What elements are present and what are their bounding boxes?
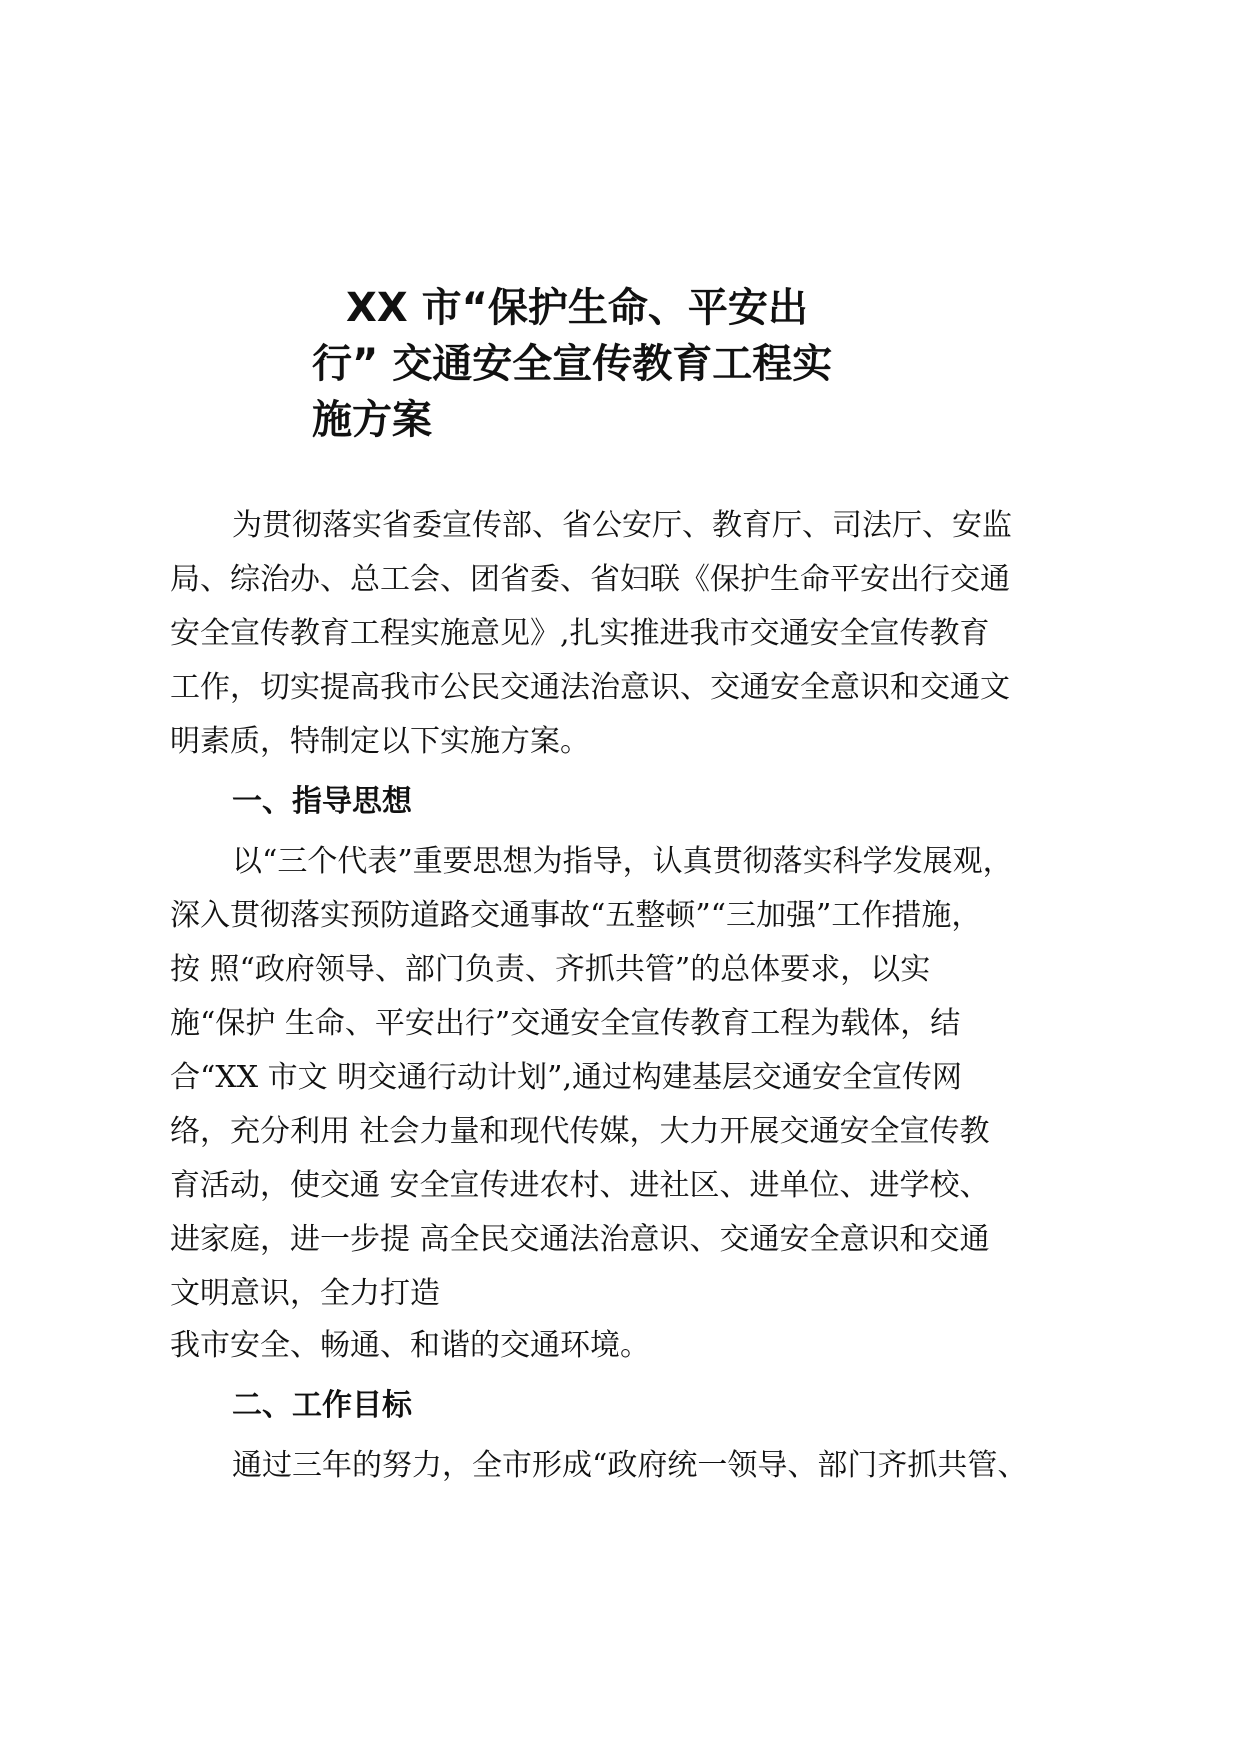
intro-line-1: 为贯彻落实省委宣传部、省公安厅、教育厅、司法厅、安监 [232, 508, 1012, 543]
document-title-line-3: 施方案 [312, 397, 432, 443]
intro-line-5: 明素质，特制定以下实施方案。 [170, 724, 590, 759]
section1-line-10: 我市安全、畅通、和谐的交通环境。 [170, 1328, 650, 1363]
section1-line-7: 育活动，使交通 安全宣传进农村、进社区、进单位、进学校、 [170, 1168, 990, 1203]
intro-line-3: 安全宣传教育工程实施意见》,扎实推进我市交通安全宣传教育 [170, 616, 990, 651]
section2-line-1: 通过三年的努力，全市形成“政府统一领导、部门齐抓共管、 [232, 1448, 1028, 1483]
intro-line-2: 局、综治办、总工会、团省委、省妇联《保护生命平安出行交通 [170, 562, 1010, 597]
section1-line-2: 深入贯彻落实预防道路交通事故“五整顿”“三加强”工作措施， [170, 898, 982, 933]
document-title-line-1: XX 市“保护生命、平安出 [346, 285, 808, 331]
section-heading-guiding-thought: 一、指导思想 [232, 784, 412, 819]
section1-line-5: 合“XX 市文 明交通行动计划”,通过构建基层交通安全宣传网 [170, 1060, 962, 1095]
section1-line-3: 按 照“政府领导、部门负责、齐抓共管”的总体要求，以实 [170, 952, 931, 987]
section1-line-6: 络，充分利用 社会力量和现代传媒，大力开展交通安全宣传教 [170, 1114, 990, 1149]
section-heading-work-goals: 二、工作目标 [232, 1388, 412, 1423]
section1-line-1: 以“三个代表”重要思想为指导，认真贯彻落实科学发展观， [232, 844, 1013, 879]
section1-line-9: 文明意识，全力打造 [170, 1276, 440, 1311]
section1-line-4: 施“保护 生命、平安出行”交通安全宣传教育工程为载体，结 [170, 1006, 961, 1041]
document-title-line-2: 行” 交通安全宣传教育工程实 [312, 341, 833, 387]
section1-line-8: 进家庭，进一步提 高全民交通法治意识、交通安全意识和交通 [170, 1222, 990, 1257]
intro-line-4: 工作，切实提高我市公民交通法治意识、交通安全意识和交通文 [170, 670, 1010, 705]
